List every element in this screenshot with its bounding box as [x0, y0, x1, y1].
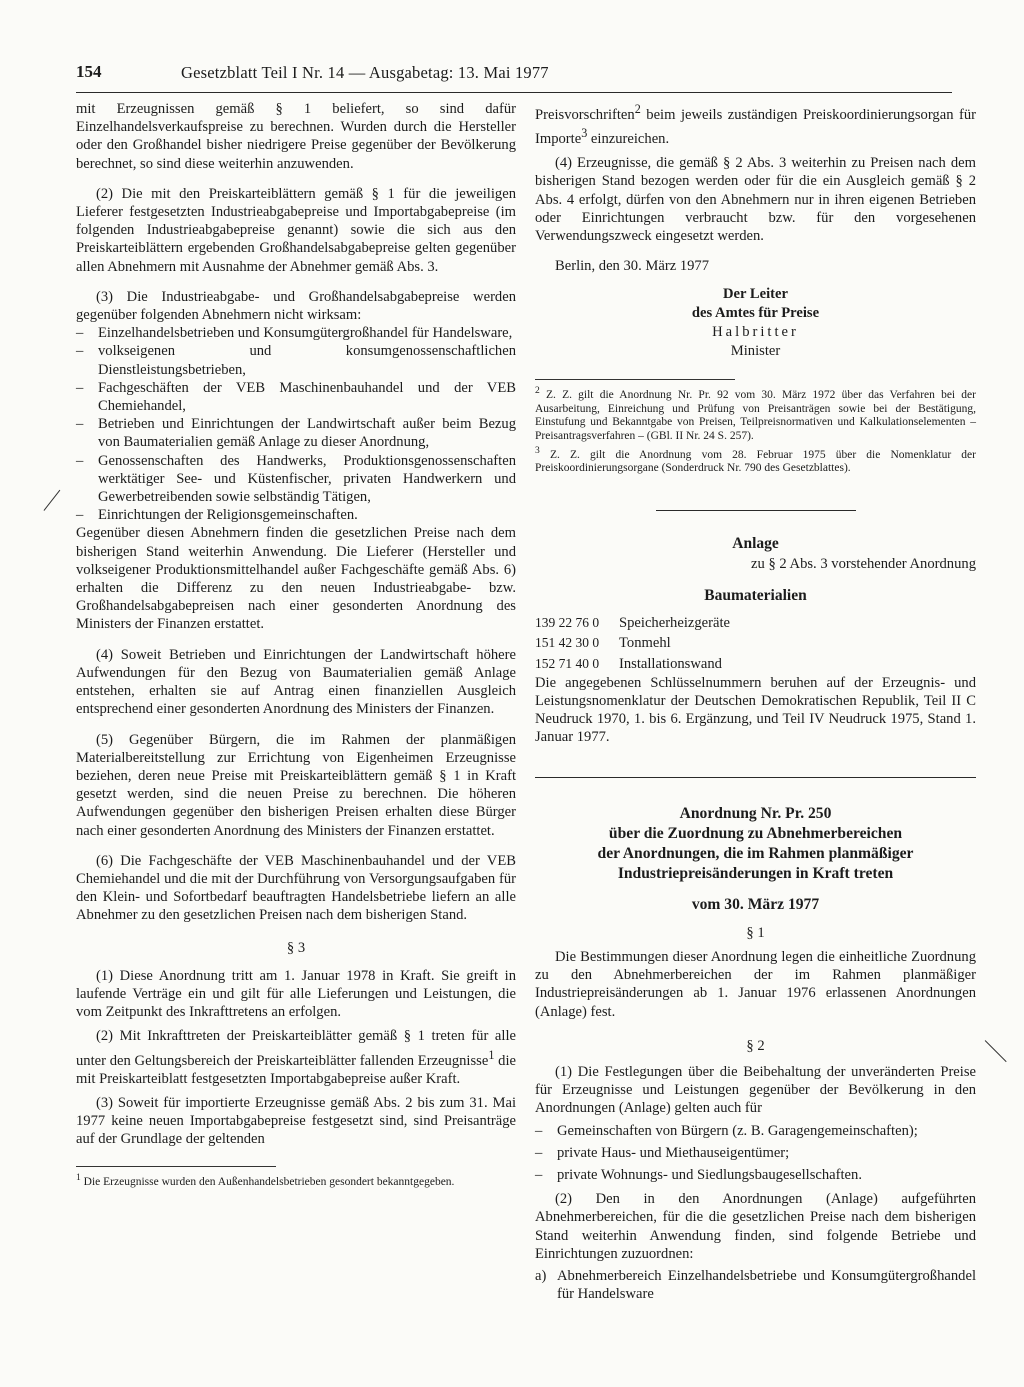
paragraph: (2) Mit Inkrafttreten der Preiskarteiblätter gemäß § 1 treten für alle unter den Geltungsbereich der Preiskarteiblätter fallenden Erzeugnisse$^1$ die mit Preiskarteiblatt festgesetzten Importabgabepreise außer Kraft.: [76, 1028, 516, 1087]
paragraph: Preisvorschriften$^2$ beim jeweils zuständigen Preiskoordinierungsorgan für Importe$^3$ einzureichen.: [535, 102, 976, 147]
annex-heading: Anlage: [732, 534, 779, 552]
material-name: Tonmehl: [619, 635, 671, 652]
list-item: – Fachgeschäften der VEB Maschinenbauhandel und der VEB Chemiehandel,: [76, 379, 516, 415]
footnote-ref: 2: [634, 102, 641, 116]
section-heading: § 1: [746, 924, 765, 941]
paragraph: mit Erzeugnissen gemäß § 1 beliefert, so sind dafür Einzelhandelsverkaufspreise zu berechnen. Wurden durch die Hersteller oder den Großhandel bisher niedrigere Preise gegenüber der Bevölkerung berechnet, so sind diese weiterhin anzuwenden.: [76, 101, 516, 172]
material-code: 151 42 30 0: [535, 635, 600, 651]
paragraph: (3) Soweit für importierte Erzeugnisse gemäß Abs. 2 bis zum 31. Mai 1977 keine neuen Importabgabepreise festgesetzt sind, sind Preisanträge auf der Grundlage der geltenden: [76, 1094, 516, 1148]
order-date: vom 30. März 1977: [691, 895, 820, 913]
signature-org: Der Leiter: [723, 286, 788, 303]
applies-list: [535, 1122, 976, 1185]
paragraph: Die angegebenen Schlüsselnummern beruhen auf der Erzeugnis- und Leistungsnomenklatur der Deutschen Demokratischen Republik, Teil II C Neudruck 1970, 1. bis 6. Ergänzung, und Teil IV Neudruck 1975, Stand 1. Januar 1977.: [535, 674, 976, 746]
footnotes: [535, 384, 976, 475]
footnote: $^2$ Z. Z. gilt die Anordnung Nr. Pr. 92 vom 30. März 1972 über das Verfahren bei der Ausarbeitung, Einreichung und Prüfung von Preisanträgen sowie bei der Bestätigung, Einstufung und Bekanntgabe von Preisen, Teilpreisnormativen und Kalkulationselementen – Preisantragsverfahren – (GBl. II Nr. 24 S. 257).: [535, 385, 976, 442]
customer-list: [76, 324, 516, 524]
page-header: [76, 62, 952, 93]
footnote: $^1$ Die Erzeugnisse wurden den Außenhandelsbetrieben gesondert bekanntgegeben.: [76, 1172, 455, 1189]
paragraph: (3) Die Industrieabgabe- und Großhandelsabgabepreise werden gegenüber folgenden Abnehmern nicht wirksam:: [76, 288, 516, 324]
material-code: 139 22 76 0: [535, 615, 600, 631]
table-row: [535, 654, 730, 674]
table-row: [535, 613, 730, 633]
page-number: 154: [76, 62, 102, 81]
footnote: $^3$ Z. Z. gilt die Anordnung vom 28. Februar 1975 über die Nomenklatur der Preiskoordinierungsorgane (Sonderdruck Nr. 790 des Gesetzblattes).: [535, 444, 976, 474]
pen-mark: [44, 490, 61, 511]
paragraph: (2) Die mit den Preiskarteiblättern gemäß § 1 für die jeweiligen Lieferer festgesetzten Industrieabgabepreise und Importabgabepreise (im folgenden Industrieabgabepreise genannt) sowie die sich aus den Preiskarteiblättern ergebenden Großhandelsabgabepreise gelten gegenüber allen Abnehmern mit Ausnahme der Abnehmer gemäß Abs. 3.: [76, 185, 516, 275]
paragraph: Gegenüber diesen Abnehmern finden die gesetzlichen Preise nach dem bisherigen Stand weiterhin Anwendung. Die Lieferer (Hersteller und volkseigener Produktionsmittelhandel außer Fachgeschäfte gemäß Abs. 6) erhalten die Differenz zu den neuen Industrieabgabe- bzw. Großhandelsabgabepreisen nach einer gesonderten Anordnung des Ministers der Finanzen erstattet.: [76, 525, 516, 633]
signature-block: [535, 285, 976, 361]
footnotes: [76, 1171, 516, 1189]
right-column: [535, 100, 976, 1303]
paragraph: (4) Soweit Betrieben und Einrichtungen der Landwirtschaft höhere Aufwendungen für den Bezug von Baumaterialien gemäß Anlage entstehen, erhalten sie auf Antrag einen finanziellen Ausgleich entsprechend einer gesonderten Anordnung des Ministers der Finanzen.: [76, 646, 516, 718]
left-column: [76, 100, 516, 1190]
material-name: Installationswand: [619, 655, 722, 672]
section-heading: § 3: [286, 939, 306, 956]
signature-name: Halbritter: [712, 324, 799, 341]
signature-org: des Amtes für Preise: [691, 305, 820, 322]
material-name: Speicherheizgeräte: [619, 615, 731, 632]
footnote-divider: [76, 1166, 276, 1167]
paragraph: (1) Diese Anordnung tritt am 1. Januar 1978 in Kraft. Sie greift in laufende Verträge ein und gilt für alle Lieferungen und Leistungen, die vom Zeitpunkt des Inkrafttretens an erfolgen.: [76, 967, 516, 1021]
order-title: Anordnung Nr. Pr. 250 über die Zuordnung zu Abnehmerbereichen der Anordnungen, die im Rahmen planmäßiger Industriepreisänderungen in Kraft treten: [597, 804, 914, 882]
divider: [656, 510, 856, 511]
list-item: – private Haus- und Miethauseigentümer;: [535, 1144, 976, 1162]
list-item: – Einzelhandelsbetrieben und Konsumgütergroßhandel für Handelsware,: [76, 324, 516, 342]
list-item: – volkseigenen und konsumgenossenschaftlichen Dienstleistungsbetrieben,: [76, 342, 516, 378]
list-item: – Einrichtungen der Religionsgemeinschaften.: [76, 506, 516, 524]
section-heading: § 2: [746, 1037, 765, 1054]
materials-table: [535, 613, 730, 674]
paragraph: (2) Den in den Anordnungen (Anlage) aufgeführten Abnehmerbereichen, für die die gesetzlichen Preise nach dem bisherigen Stand weiterhin Anwendung finden, sind folgende Betriebe und Einrichtungen zuzuordnen:: [535, 1191, 976, 1262]
table-row: [535, 633, 730, 653]
footnote-divider: [535, 379, 735, 380]
paragraph: (6) Die Fachgeschäfte der VEB Maschinenbauhandel und der VEB Chemiehandel und die mit der Durchführung von Versorgungsaufgaben für den Klein- und Sofortbedarf beauftragten Handelsbetriebe liefern an alle Abnehmer zu den gesetzlichen Preisen nach dem bisherigen Stand.: [76, 852, 516, 924]
header-title: Gesetzblatt Teil I Nr. 14 — Ausgabetag: 13. Mai 1977: [181, 63, 549, 82]
paragraph: Die Bestimmungen dieser Anordnung legen die einheitliche Zuordnung zu den Abnehmerbereichen der im Rahmen planmäßiger Industriepreisänderungen ab 1. Januar 1976 erlassenen Anordnungen (Anlage) fest.: [535, 949, 976, 1020]
signature-title: Minister: [730, 343, 781, 360]
material-code: 152 71 40 0: [535, 655, 600, 671]
list-item: – Betrieben und Einrichtungen der Landwirtschaft außer beim Bezug von Baumaterialien gemäß Anlage zu dieser Anordnung,: [76, 415, 516, 451]
annex-subheading: zu § 2 Abs. 3 vorstehender Anordnung: [751, 555, 976, 572]
list-item: – Gemeinschaften von Bürgern (z. B. Garagengemeinschaften);: [535, 1122, 976, 1140]
paragraph: (1) Die Festlegungen über die Beibehaltung der unveränderten Preise für Erzeugnisse und Leistungen gegenüber der Bevölkerung in den Anordnungen (Anlage) gelten auch für: [535, 1064, 976, 1117]
paragraph: (4) Erzeugnisse, die gemäß § 2 Abs. 3 weiterhin zu Preisen nach dem bisherigen Stand bezogen werden oder für die ein Ausgleich gemäß § 2 Abs. 4 erfolgt, dürfen von den Abnehmern nur in ihren eigenen Betrieben oder Einrichtungen verbraucht bzw. für den vorgesehenen Verwendungszweck eingesetzt werden.: [535, 155, 976, 244]
alpha-list: [535, 1267, 976, 1303]
pen-mark: [985, 1040, 1007, 1062]
divider: [535, 777, 976, 778]
footnote-ref: 1: [488, 1047, 495, 1062]
list-item: a) Abnehmerbereich Einzelhandelsbetriebe und Konsumgütergroßhandel für Handelsware: [535, 1268, 976, 1303]
annex-title: Baumaterialien: [704, 586, 807, 604]
list-item: – private Wohnungs- und Siedlungsbaugesellschaften.: [535, 1166, 976, 1184]
paragraph: (5) Gegenüber Bürgern, die im Rahmen der planmäßigen Materialbereitstellung zur Errichtung von Eigenheimen Erzeugnisse beziehen, deren neue Preise mit Preiskarteiblättern gemäß § 1 in Kraft gesetzt werden, sind die neuen Preise zu berechnen. Die höheren Aufwendungen gegenüber den bisherigen Preisen erhalten diese Bürger nach einer gesonderten Anordnung des Ministers der Finanzen erstattet.: [76, 731, 516, 839]
list-item: – Genossenschaften des Handwerks, Produktionsgenossenschaften werktätiger See- und Küstenfischer, privaten Handwerkern und Gewerbetreibenden sowie selbständig Tätigen,: [76, 452, 516, 507]
place-date: Berlin, den 30. März 1977: [555, 258, 710, 275]
footnote-ref: 3: [581, 126, 588, 141]
